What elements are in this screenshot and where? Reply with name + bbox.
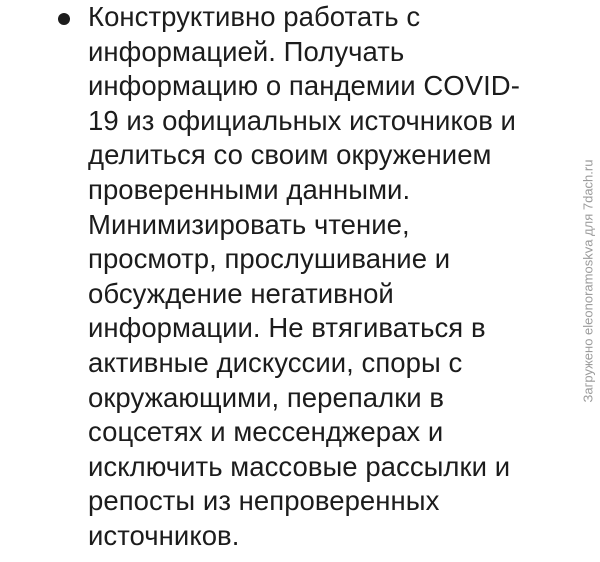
text-line: информацией. Получать bbox=[88, 35, 405, 67]
text-line: проверенными данными. bbox=[88, 173, 411, 205]
bullet-text bbox=[88, 0, 558, 554]
text-line: соцсетях и мессенджерах и bbox=[88, 416, 444, 448]
text-line: исключить массовые рассылки и bbox=[88, 450, 511, 482]
text-line: Конструктивно работать с bbox=[88, 1, 421, 32]
text-line: репосты из непроверенных bbox=[88, 485, 440, 517]
text-line: просмотр, прослушивание и bbox=[88, 243, 451, 275]
text-line: окружающими, перепалки в bbox=[88, 381, 445, 413]
watermark-text: Загружено eleonoramoskva для 7dach.ru bbox=[580, 159, 595, 403]
text-line: информации. Не втягиваться в bbox=[88, 312, 486, 344]
text-line: 19 из официальных источников и bbox=[88, 104, 516, 136]
bullet-point-icon bbox=[58, 13, 70, 25]
text-line: информацию о пандемии COVID- bbox=[88, 70, 520, 102]
watermark bbox=[575, 0, 600, 562]
text-line: делиться со своим окружением bbox=[88, 139, 492, 171]
text-line: Минимизировать чтение, bbox=[88, 208, 410, 240]
text-line: обсуждение негативной bbox=[88, 277, 394, 309]
text-line: активные дискуссии, споры с bbox=[88, 346, 463, 378]
text-line: источников. bbox=[88, 519, 240, 551]
